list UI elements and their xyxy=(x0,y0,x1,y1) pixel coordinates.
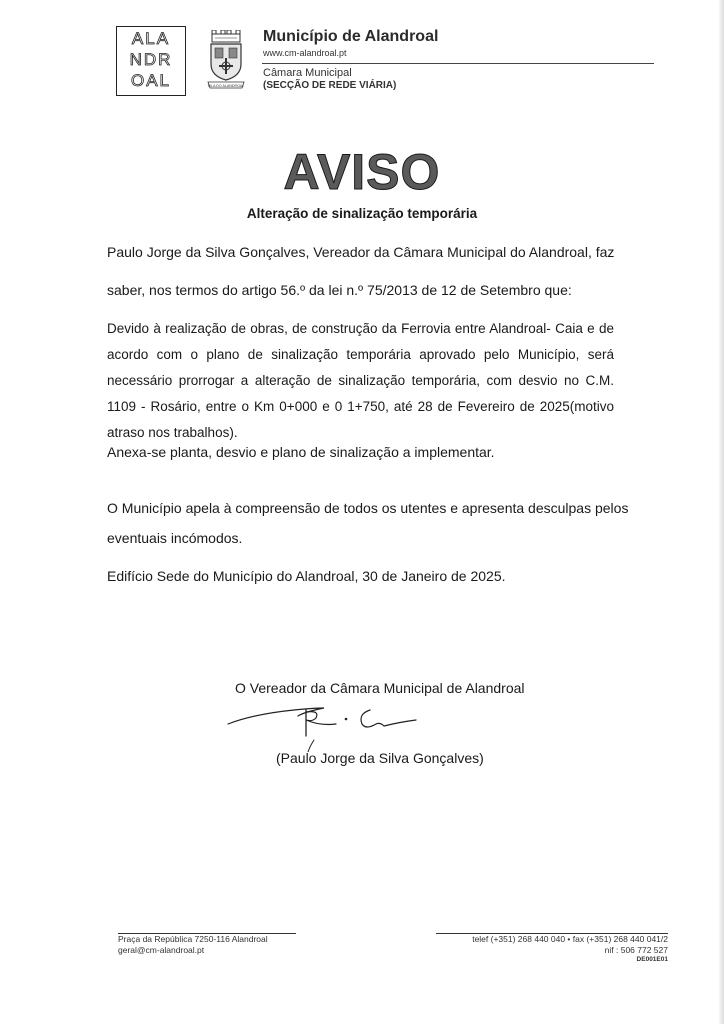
handwritten-signature xyxy=(224,700,424,752)
appeal-line: eventuais incómodos. xyxy=(107,530,243,546)
municipal-crest-icon xyxy=(206,30,246,92)
signatory-role: O Vereador da Câmara Municipal de Alandroal xyxy=(235,680,525,696)
logo-line: ALA xyxy=(131,29,171,48)
place-date: Edifício Sede do Município do Alandroal, 30 de Janeiro de 2025. xyxy=(107,568,506,584)
appeal-line: O Município apela à compreensão de todos os utentes e apresenta desculpas pelos xyxy=(107,500,629,516)
alandroal-logo xyxy=(116,26,186,96)
municipality-website: www.cm-alandroal.pt xyxy=(263,48,347,58)
intro-line: Paulo Jorge da Silva Gonçalves, Vereador da Câmara Municipal do Alandroal, faz xyxy=(107,244,615,260)
council-name: Câmara Municipal xyxy=(263,67,352,79)
department-name: (SECÇÃO DE REDE VIÁRIA) xyxy=(263,80,397,91)
header-divider xyxy=(262,63,654,64)
crest-ribbon-text: VILA DO ALANDROAL xyxy=(207,83,245,88)
footer-email: geral@cm-alandroal.pt xyxy=(118,945,205,955)
notice-title: AVISO xyxy=(283,144,441,200)
municipality-name: Município de Alandroal xyxy=(263,28,439,45)
footer-phones: telef (+351) 268 440 040 • fax (+351) 268 440 041/2 xyxy=(472,934,668,944)
logo-line: OAL xyxy=(130,71,172,90)
logo-line: NDR xyxy=(129,50,173,69)
body-paragraph: Devido à realização de obras, de construção da Ferrovia entre Alandroal- Caia e de acordo com o plano de sinalização temporária aprovado pelo Município, será necessário prorrogar a alteração de sinalização temporária, com desvio no C.M. 1109 - Rosário, entre o Km 0+000 e 0 1+750, até 28 de Fevereiro de 2025(motivo atraso nos trabalhos). xyxy=(107,321,614,440)
footer-address: Praça da República 7250-116 Alandroal xyxy=(118,934,268,944)
notice-subtitle: Alteração de sinalização temporária xyxy=(246,206,478,221)
annex-line: Anexa-se planta, desvio e plano de sinalização a implementar. xyxy=(107,444,495,460)
intro-line: saber, nos termos do artigo 56.º da lei n.º 75/2013 de 12 de Setembro que: xyxy=(107,282,572,298)
document-code: DE001E01 xyxy=(636,956,668,963)
signatory-name: (Paulo Jorge da Silva Gonçalves) xyxy=(276,750,484,766)
footer-nif: nif : 506 772 527 xyxy=(604,945,668,955)
